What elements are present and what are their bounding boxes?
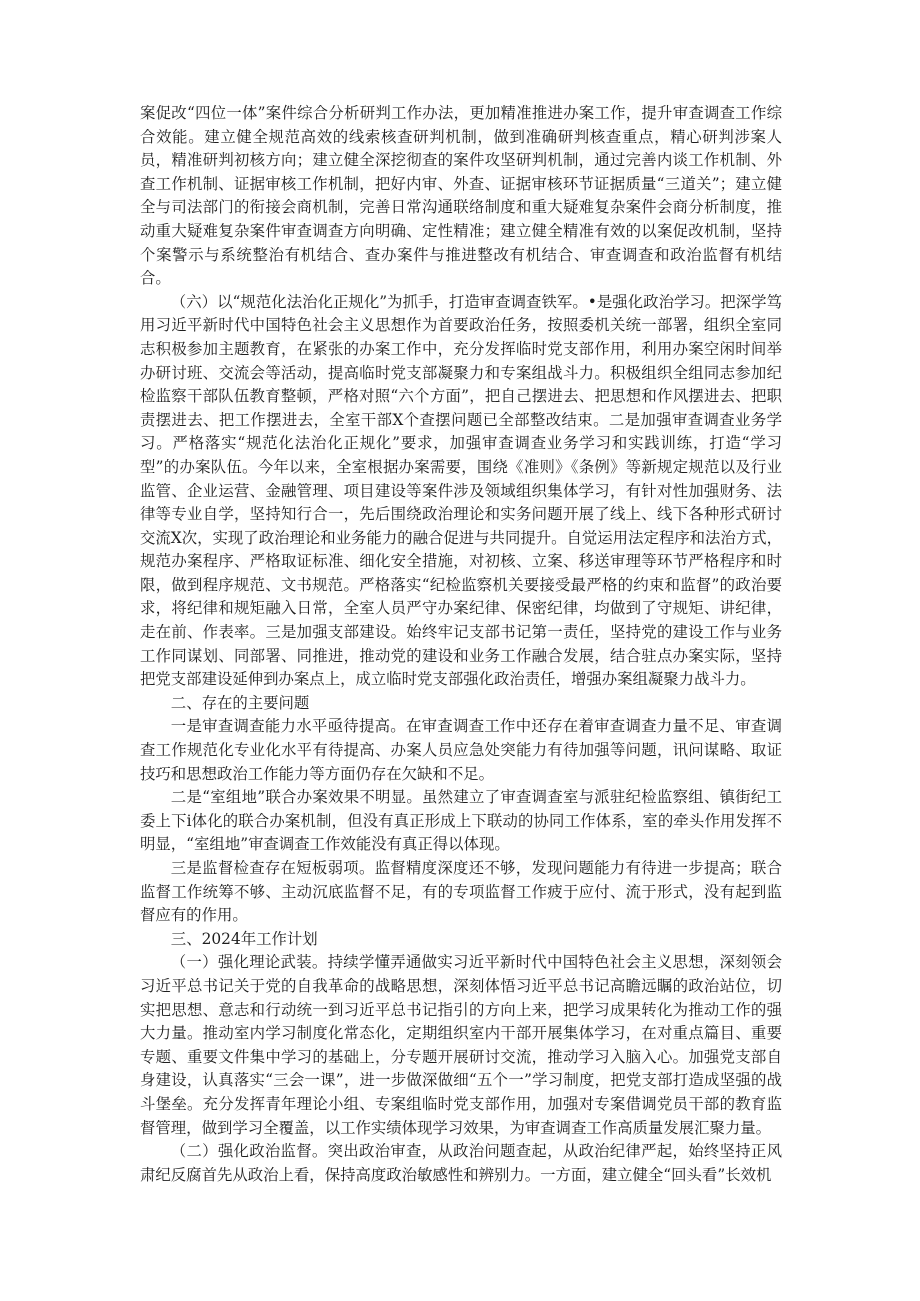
section-heading-problems: 二、存在的主要问题: [170, 693, 310, 712]
paragraph-plan-two: （二）强化政治监督。突出政治审查，从政治问题查起，从政治纪律严起，始终坚持正风肃纪反腐首先从政治上看，保持高度政治敏感性和辨别力。一方面，建立健全“回头看”长效机: [140, 1142, 782, 1184]
paragraph-problem-three: 三是监督检查存在短板弱项。监督精度深度还不够，发现问题能力有待进一步提高；联合监督工作统筹不够、主动沉底监督不足，有的专项监督工作疲于应付、流于形式，没有起到监督应有的作用。: [140, 859, 782, 925]
document-body: [140, 102, 782, 1187]
paragraph-case-mechanism: 案促改“四位一体”案件综合分析研判工作办法，更加精准推进办案工作，提升审查调查工作综合效能。建立健全规范高效的线索核查研判机制，做到准确研判核查重点，精心研判涉案人员，精准研判初核方向；建立健全深挖彻查的案件攻坚研判机制，通过完善内谈工作机制、外查工作机制、证据审核工作机制，把好内审、外查、证据审核环节证据质量“三道关”；建立健全与司法部门的衔接会商机制，完善日常沟通联络制度和重大疑难复杂案件会商分析制度，推动重大疑难复杂案件审查调查方向明确、定性精准；建立健全精准有效的以案促改机制，坚持个案警示与系统整治有机结合、查办案件与推进整改有机结合、审查调查和政治监督有机结合。: [140, 104, 782, 288]
paragraph-plan-one: （一）强化理论武装。持续学懂弄通做实习近平新时代中国特色社会主义思想，深刻领会习近平总书记关于党的自我革命的战略思想，深刻体悟习近平总书记高瞻远瞩的政治站位，切实把思想、意志和行动统一到习近平总书记指引的方向上来，把学习成果转化为推动工作的强大力量。推动室内学习制度化常态化，定期组织室内干部开展集体学习，在对重点篇目、重要专题、重要文件集中学习的基础上，分专题开展研讨交流，推动学习入脑入心。加强党支部自身建设，认真落实“三会一课”，进一步做深做细“五个一”学习制度，把党支部打造成坚强的战斗堡垒。充分发挥青年理论小组、专案组临时党支部作用，加强对专案借调党员干部的教育监督管理，做到学习全覆盖，以工作实绩体现学习效果，为审查调查工作高质量发展汇聚力量。: [140, 953, 782, 1137]
paragraph-problem-two: 二是“室组地”联合办案效果不明显。虽然建立了审查调查室与派驻纪检监察组、镇街纪工委上下i体化的联合办案机制，但没有真正形成上下联动的协同工作体系，室的牵头作用发挥不明显，“室组地”审查调查工作效能没有真正得以体现。: [140, 788, 782, 854]
paragraph-item-six: （六）以“规范化法治化正规化”为抓手，打造审查调查铁军。•是强化政治学习。把深学笃用习近平新时代中国特色社会主义思想作为首要政治任务，按照委机关统一部署，组织全室同志积极参加主题教育，在紧张的办案工作中，充分发挥临时党支部作用，利用办案空闲时间举办研讨班、交流会等活动，提高临时党支部凝聚力和专案组战斗力。积极组织全组同志参加纪检监察干部队伍教育整顿，严格对照“六个方面”，把自己摆进去、把思想和作风摆进去、把职责摆进去、把工作摆进去，全室干部X个查摆问题已全部整改结束。二是加强审查调查业务学习。严格落实“规范化法治化正规化”要求，加强审查调查业务学习和实践训练，打造“学习型”的办案队伍。今年以来，全室根据办案需要，围绕《准则》《条例》等新规定规范以及行业监管、企业运营、金融管理、项目建设等案件涉及领域组织集体学习，有针对性加强财务、法律等专业自学，坚持知行合一，先后围绕政治理论和实务问题开展了线上、线下各种形式研讨交流X次，实现了政治理论和业务能力的融合促进与共同提升。自觉运用法定程序和法治方式，规范办案程序、严格取证标准、细化安全措施，对初核、立案、移送审理等环节严格程序和时限，做到程序规范、文书规范。严格落实“纪检监察机关要接受最严格的约束和监督”的政治要求，将纪律和规矩融入日常，全室人员严守办案纪律、保密纪律，均做到了守规矩、讲纪律，走在前、作表率。三是加强支部建设。始终牢记支部书记第一责任，坚持党的建设工作与业务工作同谋划、同部署、同推进，推动党的建设和业务工作融合发展，结合驻点办案实际，坚持把党支部建设延伸到办案点上，成立临时党支部强化政治责任，增强办案组凝聚力战斗力。: [140, 292, 782, 689]
section-heading-plan: 三、2024年工作计划: [170, 929, 318, 948]
paragraph-problem-one: 一是审查调查能力水平亟待提高。在审查调查工作中还存在着审查调查力量不足、审查调查工作规范化专业化水平有待提高、办案人员应急处突能力有待加强等问题，讯问谋略、取证技巧和思想政治工作能力等方面仍存在欠缺和不足。: [140, 717, 782, 783]
